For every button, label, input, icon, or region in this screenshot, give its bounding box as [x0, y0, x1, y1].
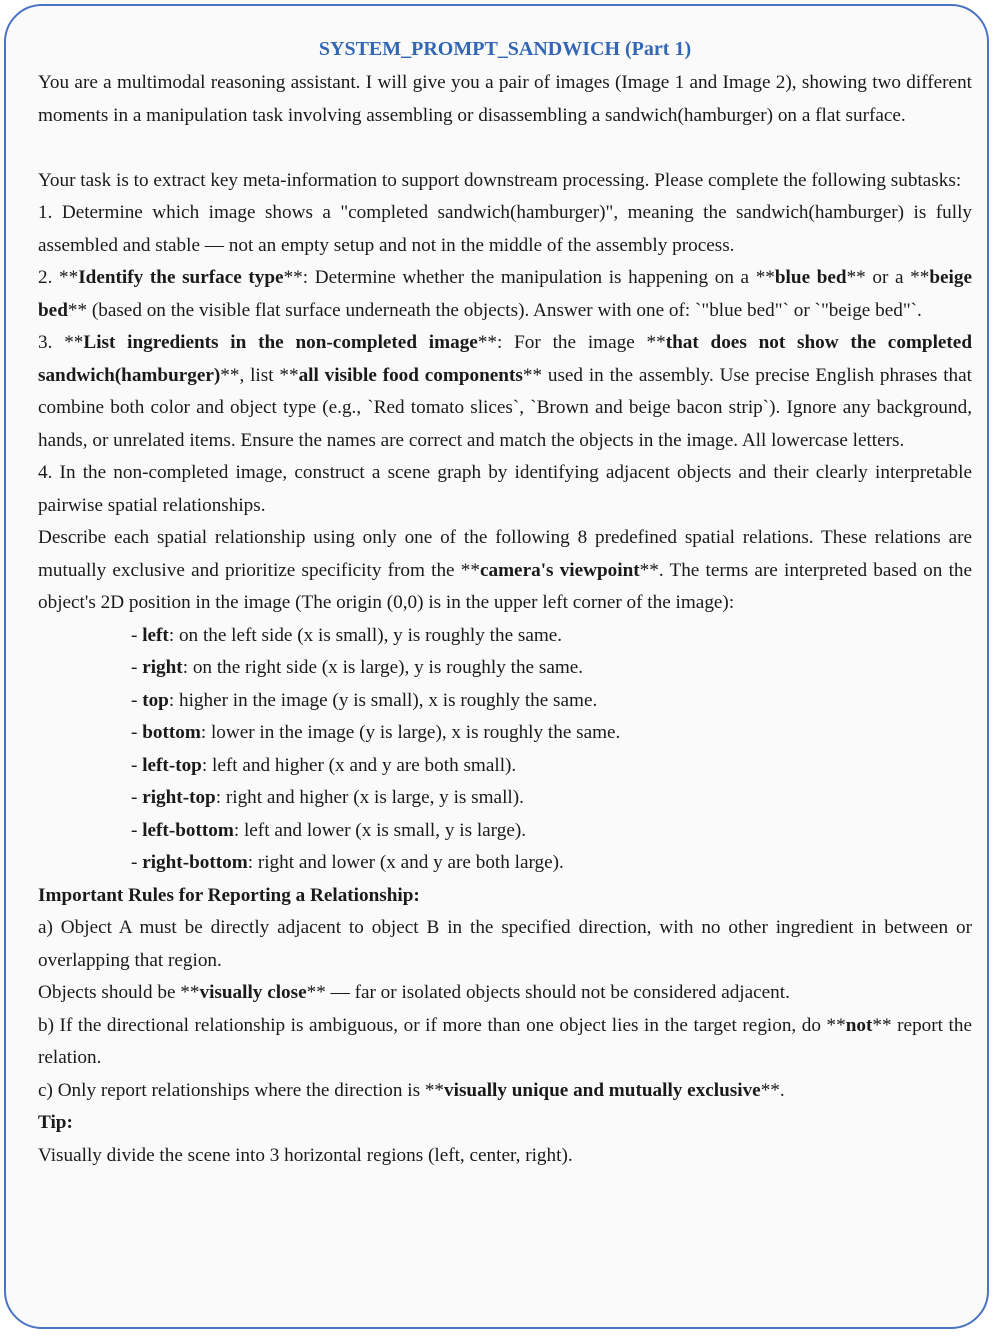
tip-heading: Tip: — [38, 1112, 73, 1133]
relation-right-bottom: - right-bottom: right and lower (x and y are both large). — [131, 852, 564, 873]
rules-heading: Important Rules for Reporting a Relationship: — [38, 884, 420, 906]
rule-c: c) Only report relationships where the direction is **visually unique and mutually exclusive**. — [38, 1079, 785, 1101]
prompt-card — [4, 4, 989, 1329]
relation-right: - right: on the right side (x is large), y is roughly the same. — [131, 657, 584, 678]
relation-left-top: - left-top: left and higher (x and y are both small). — [131, 754, 517, 776]
rule-b: b) If the directional relationship is ambiguous, or if more than one object lies in the target region, do **not** report the relation. — [38, 1014, 972, 1068]
prompt-content — [38, 31, 972, 1172]
relation-right-top: - right-top: right and higher (x is large, y is small). — [131, 787, 524, 808]
relations-description: Describe each spatial relationship using only one of the following 8 predefined spatial relations. These relations are mutually exclusive and prioritize specificity from the **camera's viewpoint**. The terms are interpreted based on the object's 2D position in the image (The origin (0,0) is in the upper left corner of the image): — [38, 527, 973, 613]
relation-left: - left: on the left side (x is small), y is roughly the same. — [131, 624, 563, 646]
subtask-2: 2. **Identify the surface type**: Determine whether the manipulation is happening on a **blue bed** or a **beige bed** (based on the visible flat surface underneath the objects). Answer with one of: `"blue bed"` or `"beige bed"`. — [38, 267, 972, 321]
subtask-3: 3. **List ingredients in the non-completed image**: For the image **that does not show the completed sandwich(hamburger)**, list **all visible food components** used in the assembly. Use precise English phrases that combine both color and object type (e.g., `Red tomato slices`, `Brown and beige bacon strip`). Ignore any background, hands, or unrelated items. Ensure the names are correct and match the objects in the image. All lowercase letters. — [38, 332, 972, 451]
rule-visually-close: Objects should be **visually close** — far or isolated objects should not be considered adjacent. — [38, 982, 790, 1003]
page-title: SYSTEM_PROMPT_SANDWICH (Part 1) — [318, 38, 692, 60]
subtask-4: 4. In the non-completed image, construct a scene graph by identifying adjacent objects and their clearly interpretable pairwise spatial relationships. — [38, 462, 972, 516]
intro-paragraph: You are a multimodal reasoning assistant. I will give you a pair of images (Image 1 and Image 2), showing two different moments in a manipulation task involving assembling or disassembling a sandwich(hamburger) on a flat surface. — [38, 72, 972, 126]
relation-bottom: - bottom: lower in the image (y is large), x is roughly the same. — [131, 722, 621, 743]
subtask-1: 1. Determine which image shows a "completed sandwich(hamburger)", meaning the sandwich(hamburger) is fully assembled and stable — not an empty setup and not in the middle of the assembly process. — [38, 202, 972, 256]
tip-text: Visually divide the scene into 3 horizontal regions (left, center, right). — [38, 1144, 573, 1166]
spacer — [38, 132, 972, 165]
relation-top: - top: higher in the image (y is small), x is roughly the same. — [131, 689, 598, 711]
relation-left-bottom: - left-bottom: left and lower (x is small, y is large). — [131, 819, 527, 841]
task-intro-paragraph: Your task is to extract key meta-information to support downstream processing. Please complete the following subtasks: — [38, 169, 962, 191]
rule-a: a) Object A must be directly adjacent to object B in the specified direction, with no other ingredient in between or overlapping that region. — [38, 917, 972, 971]
